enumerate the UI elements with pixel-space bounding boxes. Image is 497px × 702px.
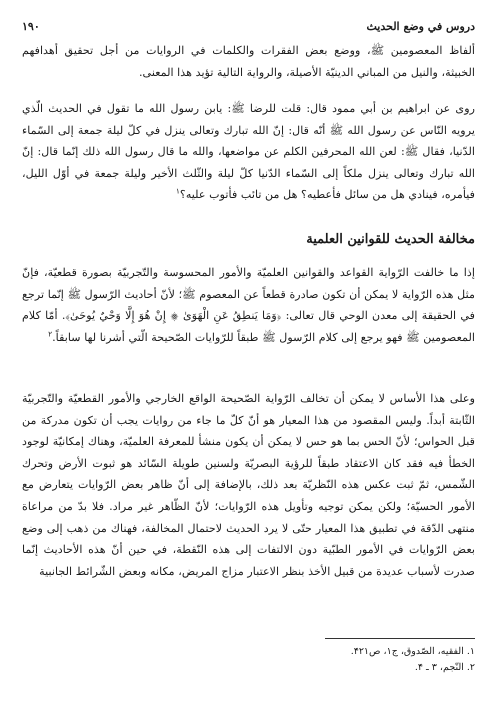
footnote-ref: ۲ xyxy=(48,329,53,339)
page-number: ۱۹۰ xyxy=(22,19,40,33)
paragraph-4 xyxy=(22,388,475,582)
footnote-divider xyxy=(325,638,475,639)
paragraph-text: روى عن ابراهيم بن أبي ممود قال: قلت للرضا ﷺ: يابن رسول الله ما تقول في الحديث الّذي يرويه النّاس عن رسول الله ﷺ أنّه قال: إنّ الله تبارك وتعالى ينزل في كلّ ليلة جمعة إلى السّماء الدّنيا، فقال ﷺ: لعن الله المحرفين الكلم عن مواضعها، والله ما قال رسول الله ذلك إنّما قال: إنّ الله تبارك وتعالى ينزل ملكاً إلى السّماء الدّنيا كلّ ليلة والثّلث الأخير وليلة جمعة في أوّل الليل، فيأمره، فينادي هل من سائل فأعطيه؟ هل من تائب فأتوب عليه؟ xyxy=(22,102,475,202)
paragraph-1 xyxy=(22,40,475,83)
paragraph-3 xyxy=(22,262,475,348)
section-heading: مخالفة الحديث للقوانين العلمية xyxy=(306,232,475,247)
footnote-1: ۱. الفقيه، الصّدوق، ج۱، ص۴۲۱. xyxy=(350,646,475,657)
page-header xyxy=(22,16,475,36)
paragraph-text: إذا ما خالفت الرّواية القواعد والقوانين العلميّة والأمور المحسوسة والتّجربيّة بصورة قطعيّة، فإنّ مثل هذه الرّواية لا يمكن أن تكون صادرة قطعاً عن المعصوم ﷺ؛ لأنّ أحاديث الرّسول ﷺ إنّما ترجع في الحقيقة إلى معدن الوحي قال تعالى: ﴿وَمَا يَنطِقُ عَنِ الْهَوَىٰ ۞ إِنْ هُوَ إِلَّا وَحْيٌ يُوحَىٰ﴾. أمّا كلام المعصومين ﷺ فهو يرجع إلى كلام الرّسول ﷺ طبقاً للرّوايات الصّحيحة الّتي أشرنا لها سابقاً. xyxy=(22,266,475,344)
footnote-ref: ۱ xyxy=(175,186,180,196)
paragraph-text: ألفاظ المعصومين ﷺ، ووضع بعض الفقرات والكلمات في الروايات من أجل تحقيق أهدافهم الخبيثة، والنيل من المباني الدينيّة الأصيلة، والرواية التالية تؤيد هذا المعنى. xyxy=(22,44,475,79)
paragraph-text: وعلى هذا الأساس لا يمكن أن تخالف الرّواية الصّحيحة الواقع الخارجي والأمور القطعيّة والتّجربيّة الثّابتة أبداً. وليس المقصود من هذا المعيار هو أنّ كلّ ما جاء من روايات يجب أن تكون مدركة من قبل الحواس؛ لأنّ الحس بما هو حس لا يمكن أن يكون منشأ للمعرفة العلميّة، وهناك إمكانيّة لوجود الخطأ فيه فقد كان الاعتقاد طبقاً للرؤية البصريّة ولسنين طويلة السّائد هو ثبوت الأرض وتحرك الشّمس، ثمّ ثبت عكس هذه النّظريّة بعد ذلك، بالإضافة إلى أنّ ظاهر بعض الرّوايات يتعارض مع الأمور الحسيّة؛ ولكن يمكن توجيه وتأويل هذه الرّوايات؛ لأنّ الظّاهر غير مراد. فلا بدّ من مراعاة منتهى الدّقة في تطبيق هذا المعيار حتّى لا يرد الحديث لاحتمال المخالفة، فهناك من ذهب إلى وضع بعض الرّوايات في الأمور الطبّية دون الالتفات إلى هذه النّقطة، في حين أنّ هذه الأحاديث إنّما صدرت لأسباب عديدة من قبيل الأخذ بنظر الاعتبار مزاج المريض، مكانه وبعض الشّرائط الجانبية xyxy=(22,392,475,578)
paragraph-2 xyxy=(22,98,475,206)
running-title: دروس في وضع الحديث xyxy=(366,19,475,33)
footnote-2: ۲. النّجم، ۳ ـ ۴. xyxy=(414,662,475,673)
